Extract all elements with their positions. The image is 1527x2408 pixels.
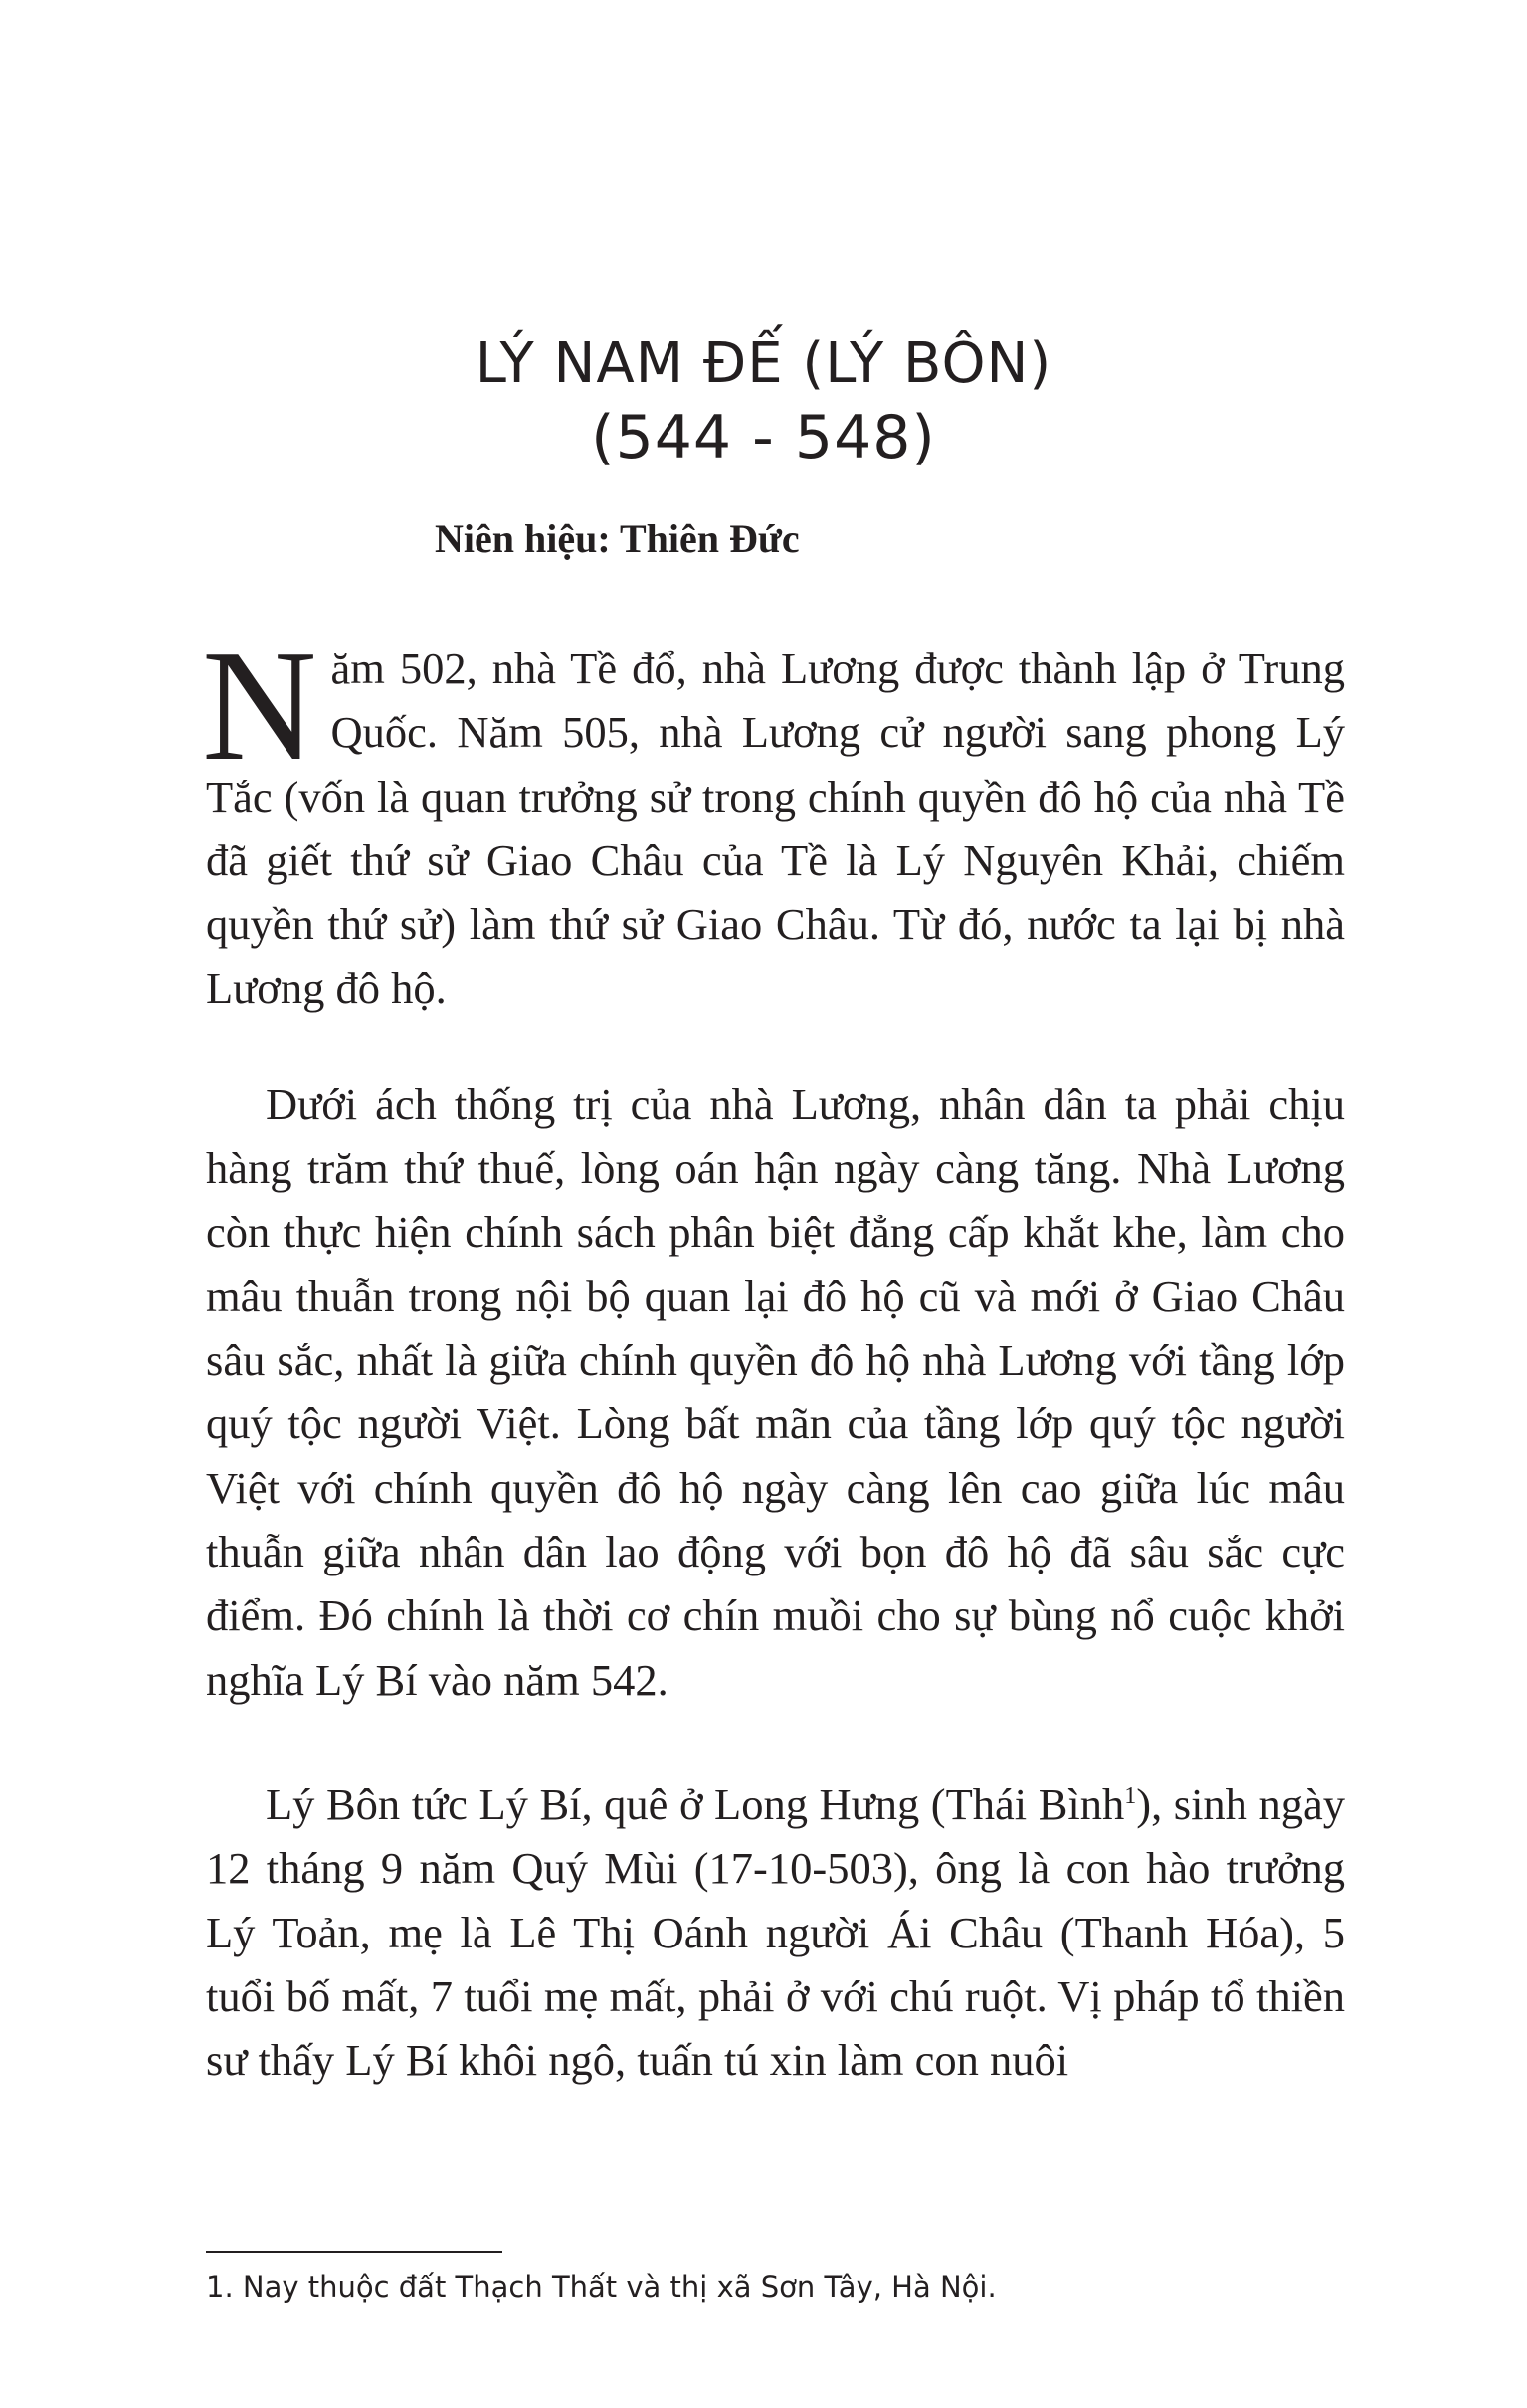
paragraph-2: Dưới ách thống trị của nhà Lương, nhân dân ta phải chịu hàng trăm thứ thuế, lòng oán hận ngày càng tăng. Nhà Lương còn thực hiện chính sách phân biệt đẳng cấp khắt khe, làm cho mâu thuẫn trong nội bộ quan lại đô hộ cũ và mới ở Giao Châu sâu sắc, nhất là giữa chính quyền đô hộ nhà Lương với tầng lớp quý tộc người Việt. Lòng bất mãn của tầng lớp quý tộc người Việt với chính quyền đô hộ ngày càng lên cao giữa lúc mâu thuẫn giữa nhân dân lao động với bọn đô hộ đã sâu sắc cực điểm. Đó chính là thời cơ chín muồi cho sự bùng nổ cuộc khởi nghĩa Lý Bí vào năm 542. — [206, 1079, 1345, 1705]
footnote: 1. Nay thuộc đất Thạch Thất và thị xã Sơn Tây, Hà Nội. — [206, 2270, 997, 2304]
footnote-divider — [206, 2251, 502, 2253]
paragraph-3 — [206, 1772, 1345, 2092]
reign-years: (544 - 548) — [591, 403, 936, 472]
chapter-title: LÝ NAM ĐẾ (LÝ BÔN) — [475, 331, 1052, 396]
paragraph-1 — [202, 617, 1345, 1020]
era-name: Niên hiệu: Thiên Đức — [435, 516, 800, 561]
paragraph-1-text: ăm 502, nhà Tề đổ, nhà Lương được thành lập ở Trung Quốc. Năm 505, nhà Lương cử người sang phong Lý Tắc (vốn là quan trưởng sử trong chính quyền đô hộ của nhà Tề đã giết thứ sử Giao Châu của Tề là Lý Nguyên Khải, chiếm quyền thứ sử) làm thứ sử Giao Châu. Từ đó, nước ta lại bị nhà Lương đô hộ. — [206, 644, 1345, 1014]
paragraph-3-text-start: Lý Bôn tức Lý Bí, quê ở Long Hưng (Thái Bình — [266, 1779, 1125, 1829]
drop-cap: N — [202, 617, 317, 794]
footnote-reference: 1 — [1124, 1783, 1137, 1810]
paragraph-3-text-end: ), sinh ngày 12 tháng 9 năm Quý Mùi (17-10-503), ông là con hào trưởng Lý Toản, mẹ là Lê Thị Oánh người Ái Châu (Thanh Hóa), 5 tuổi bố mất, 7 tuổi mẹ mất, phải ở với chú ruột. Vị pháp tổ thiền sư thấy Lý Bí khôi ngô, tuấn tú xin làm con nuôi — [206, 1779, 1345, 2086]
